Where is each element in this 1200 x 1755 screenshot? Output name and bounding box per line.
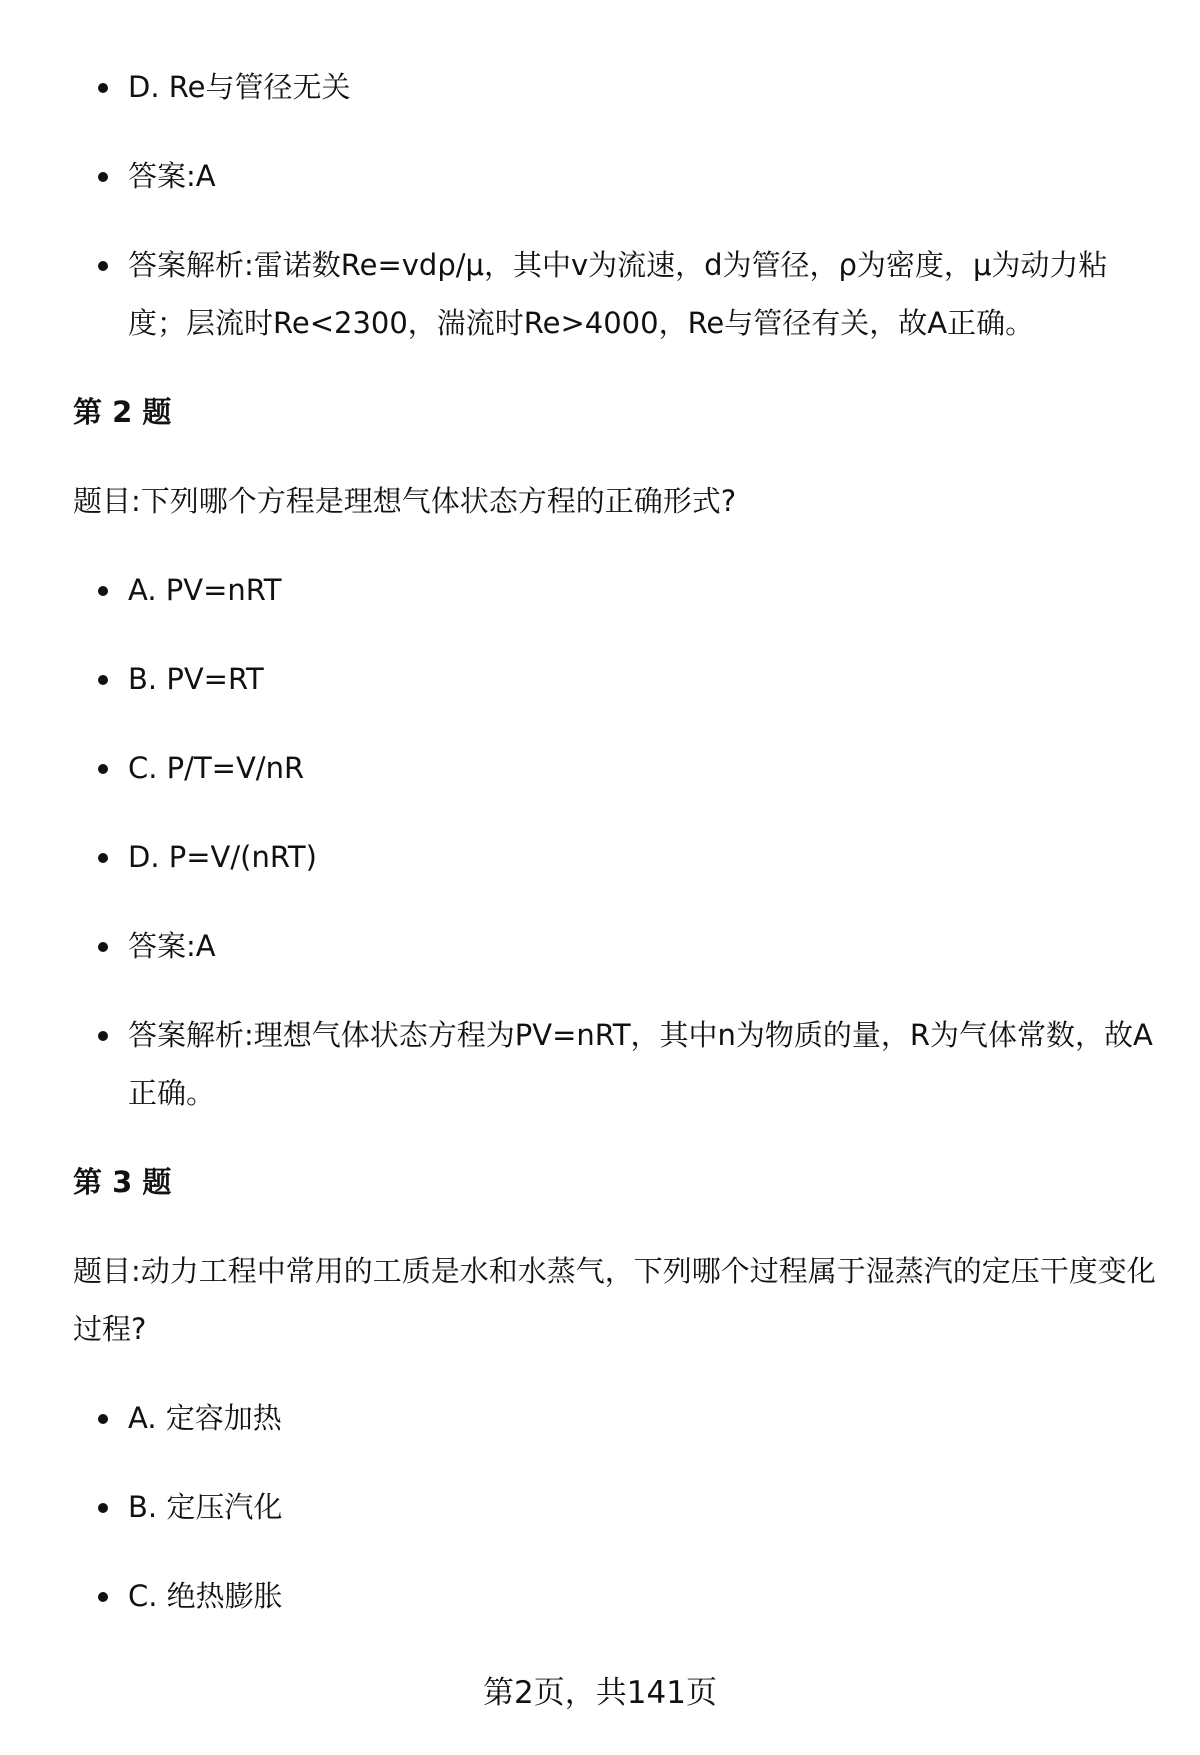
page-content (73, 58, 1163, 1656)
q1-option-d: D. Re与管径无关 (73, 58, 1163, 116)
q2-option-c: C. P/T=V/nR (73, 739, 1163, 797)
q3-option-c: C. 绝热膨胀 (73, 1567, 1163, 1625)
q3-option-b: B. 定压汽化 (73, 1478, 1163, 1536)
q3-bullet-list (73, 1389, 1163, 1625)
q2-option-d: D. P=V/(nRT) (73, 828, 1163, 886)
q3-heading: 第 3 题 (73, 1165, 172, 1199)
q2-bullet-list (73, 561, 1163, 1122)
q3-option-a: A. 定容加热 (73, 1389, 1163, 1447)
q1-explanation: 答案解析:雷诺数Re=vdρ/μ，其中v为流速，d为管径，ρ为密度，μ为动力粘度；层流时Re<2300，湍流时Re>4000，Re与管径有关，故A正确。 (73, 236, 1163, 352)
q1-answer: 答案:A (73, 147, 1163, 205)
q2-stem: 题目:下列哪个方程是理想气体状态方程的正确形式? (73, 484, 737, 518)
q2-heading: 第 2 题 (73, 395, 172, 429)
q2-explanation: 答案解析:理想气体状态方程为PV=nRT，其中n为物质的量，R为气体常数，故A正确。 (73, 1006, 1163, 1122)
q2-answer: 答案:A (73, 917, 1163, 975)
q3-stem: 题目:动力工程中常用的工质是水和水蒸气，下列哪个过程属于湿蒸汽的定压干度变化过程? (73, 1254, 1156, 1346)
q2-option-b: B. PV=RT (73, 650, 1163, 708)
q2-option-a: A. PV=nRT (73, 561, 1163, 619)
page-footer: 第2页，共141页 (483, 1675, 717, 1711)
q1-bullet-list (73, 58, 1163, 352)
